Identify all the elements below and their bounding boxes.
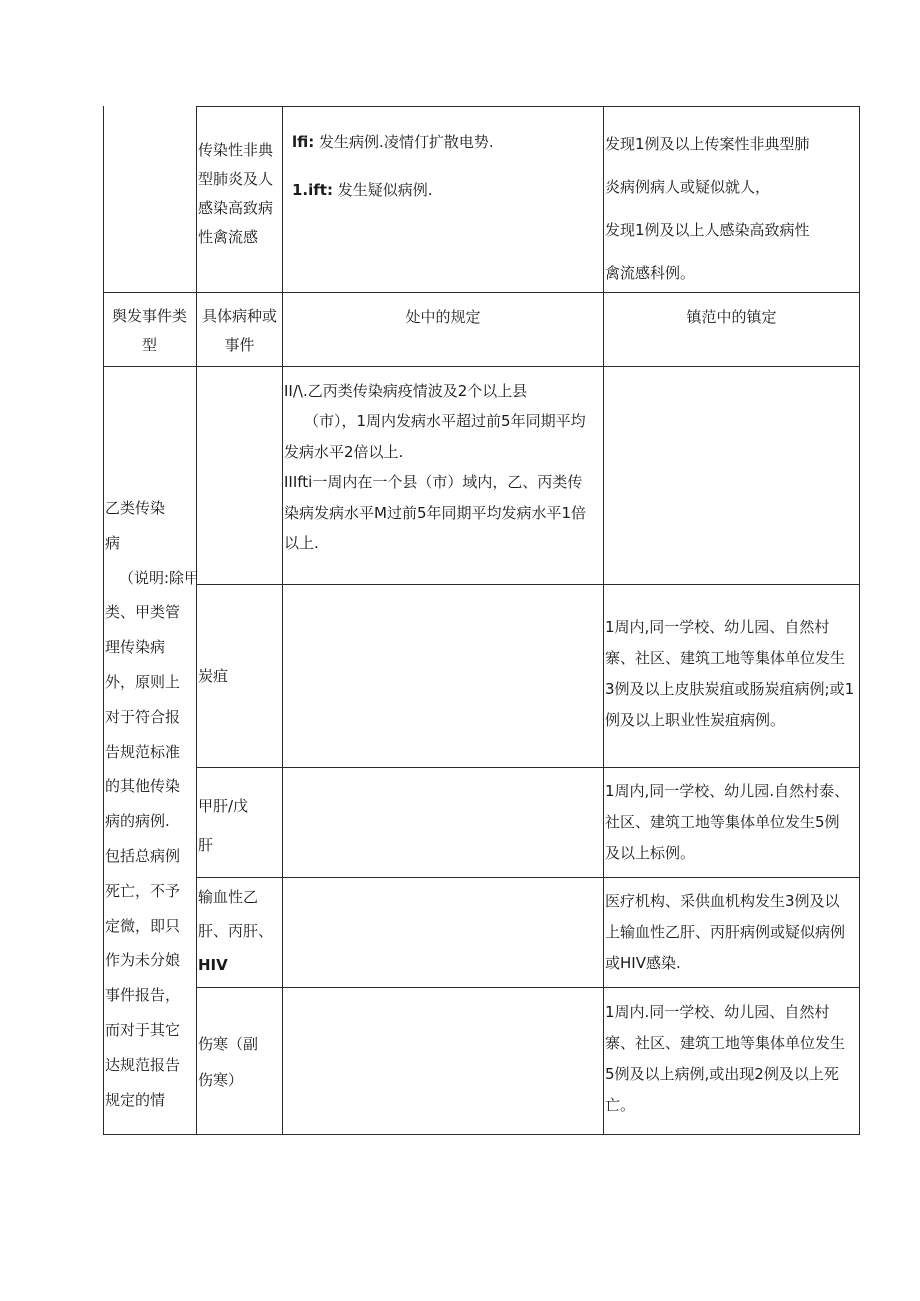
- table-row-hepatitis-ae-standard: 1周内,同一学校、幼儿园.自然村泰、 社区、建筑工地等集体单位发生5例 及以上标例。: [605, 782, 850, 862]
- table-row-hepatitis-ae-disease: 甲肝/戊 肝: [198, 797, 249, 854]
- table-row-transfusion-disease: 输血性乙 肝、丙肝、 HIV: [198, 888, 274, 974]
- sars-avian-flu-disease-cell: 传染性非典 型肺炎及人 感染高致病 性禽流感: [198, 141, 274, 246]
- column-divider: [103, 106, 104, 1135]
- table-right-border: [859, 106, 860, 1135]
- row-divider: [196, 987, 860, 988]
- column-divider: [603, 106, 604, 1135]
- category-b-label-cell: 乙类传染 病 （说明:除甲 类、甲类管 理传染病 外，原则上 对于符合报 告规范标准 的其他传染 病的病例. 包括总病例 死亡，不予 定微，即只 作为未分娘 事件报告， 而对于其它 达规范报告 规定的情: [105, 499, 200, 1109]
- table-row-typhoid-standard: 1周内.同一学校、幼儿园、自然村 寨、社区、建筑工地等集体单位发生 5例及以上病例,或出现2例及以上死 亡。: [605, 1003, 846, 1114]
- table-row-anthrax-disease: 炭疽: [198, 667, 229, 685]
- row-divider: [196, 767, 860, 768]
- row-divider: [103, 366, 860, 367]
- row-divider: [196, 877, 860, 878]
- table-row-general-regulation: II/\.乙丙类传染病疫情波及2个以上县 （市），1周内发病水平超过前5年同期平均 发病水平2倍以上. IIIfti一周内在一个县（市）域内，乙、丙类传 染病发病水平M过前5年同期平均发病水平1倍 以上.: [284, 382, 587, 553]
- table-row-transfusion-standard: 医疗机构、采供血机构发生3例及以 上输血性乙肝、丙肝病例或疑似病例 或HIV感染.: [605, 892, 846, 972]
- sars-avian-flu-regulation-cell: lfi: 发生病例.凌情仃扩散电势. 1.ift: 发生疑似病例.: [292, 133, 494, 199]
- table-row-anthrax-standard: 1周内,同一学校、幼儿园、自然村 寨、社区、建筑工地等集体单位发生 3例及以上皮肤炭疽或肠炭疽病例;或1 例及以上职业性炭疽病例。: [605, 618, 855, 729]
- header-regulation: 处中的规定: [405, 308, 481, 326]
- table-row-typhoid-disease: 伤寒（副 伤寒）: [198, 1035, 259, 1089]
- table-bottom-border: [103, 1134, 860, 1135]
- row-divider: [196, 584, 860, 585]
- header-event-type: 舆发事件类 型: [111, 307, 187, 354]
- column-divider: [282, 106, 283, 1135]
- sars-avian-flu-standard-cell: 发现1例及以上传案性非典型肺 炎病例病人或疑似就人， 发现1例及以上人感染高致病性 禽流感科例。: [605, 135, 810, 282]
- table-top-border: [196, 106, 860, 107]
- header-disease-or-event: 具体病种或 事件: [201, 307, 277, 354]
- header-standard: 镇范中的镇定: [686, 308, 777, 326]
